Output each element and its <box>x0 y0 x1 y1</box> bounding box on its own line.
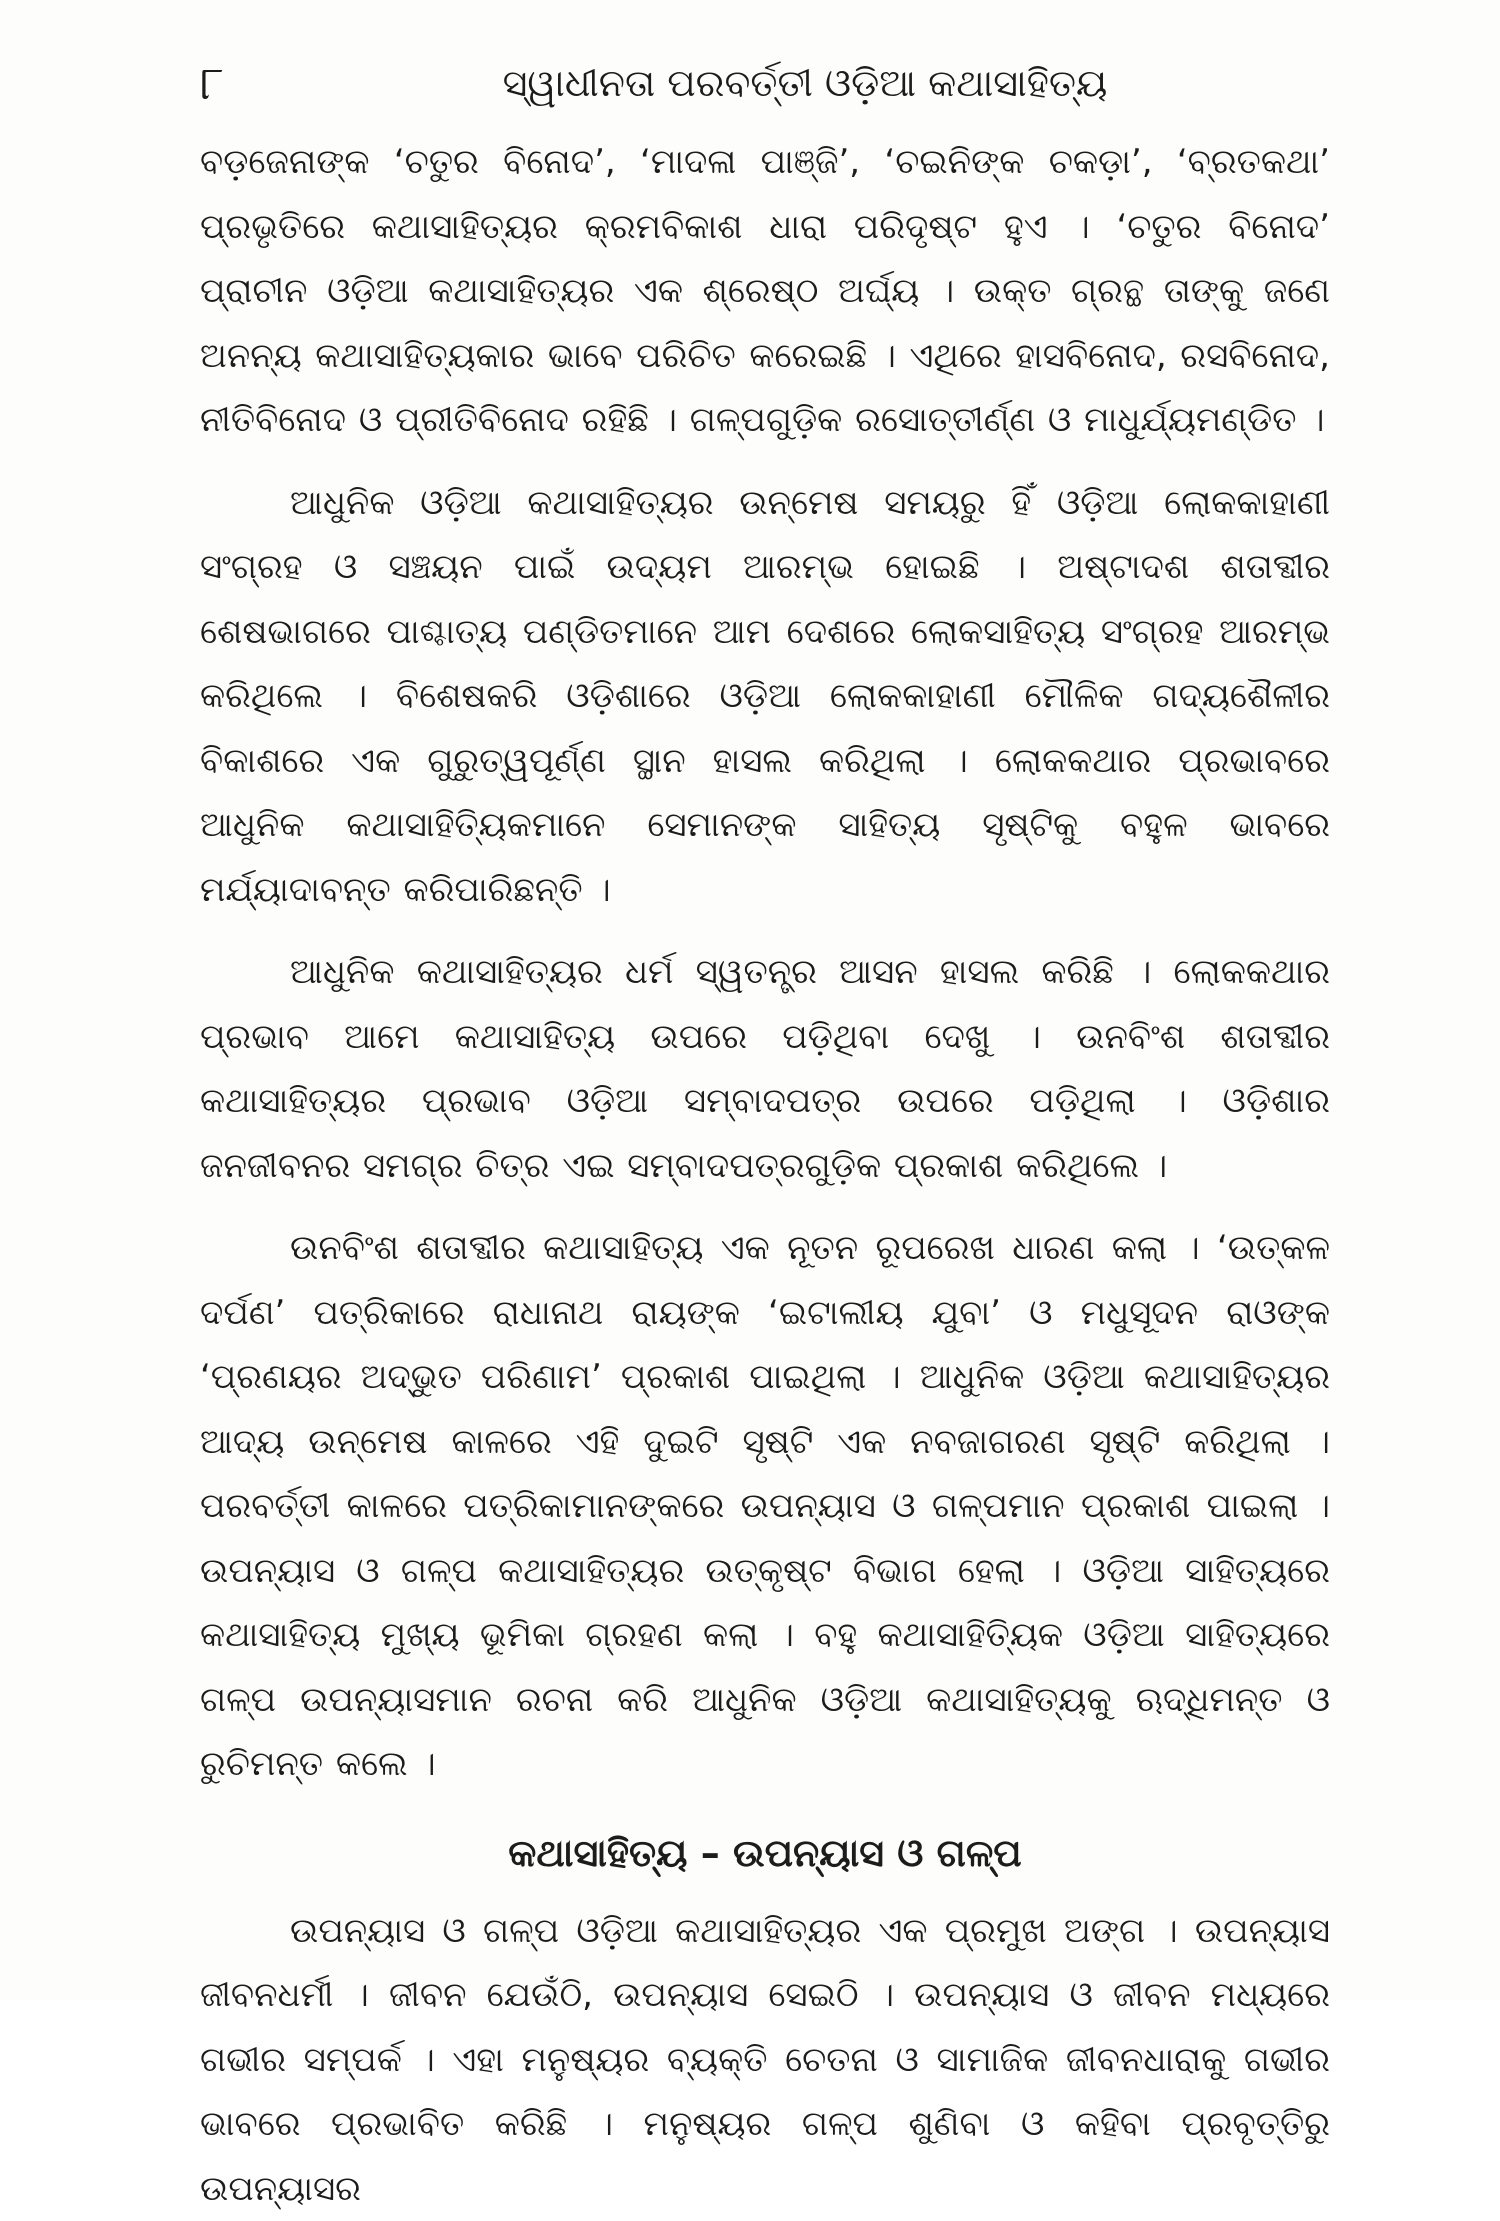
running-title: ସ୍ୱାଧୀନତା ପରବର୍ତ୍ତୀ ଓଡ଼ିଆ କଥାସାହିତ୍ୟ <box>280 48 1330 118</box>
paragraph: ଆଧୁନିକ କଥାସାହିତ୍ୟର ଧର୍ମ ସ୍ୱତନ୍ତ୍ର ଆସନ ହାସଲ କରିଛି । ଲୋକକଥାର ପ୍ରଭାବ ଆମେ କଥାସାହିତ୍ୟ ଉପରେ ପଡ଼ିଥିବା ଦେଖୁ । ଉନବିଂଶ ଶତାବ୍ଦୀର କଥାସାହିତ୍ୟର ପ୍ରଭାବ ଓଡ଼ିଆ ସମ୍ବାଦପତ୍ର ଉପରେ ପଡ଼ିଥିଲା । ଓଡ଼ିଶାର ଜନଜୀବନର ସମଗ୍ର ଚିତ୍ର ଏଇ ସମ୍ବାଦପତ୍ରଗୁଡ଼ିକ ପ୍ରକାଶ କରିଥିଲେ । <box>200 940 1330 1198</box>
paragraph: ଉନବିଂଶ ଶତାବ୍ଦୀର କଥାସାହିତ୍ୟ ଏକ ନୂତନ ରୂପରେଖ ଧାରଣ କଲା । ‘ଉତ୍କଳ ଦର୍ପଣ’ ପତ୍ରିକାରେ ରାଧାନାଥ ରାୟଙ୍କ ‘ଇଟାଲୀୟ ଯୁବା’ ଓ ମଧୁସୂଦନ ରାଓଙ୍କ ‘ପ୍ରଣୟର ଅଦ୍ଭୁତ ପରିଣାମ’ ପ୍ରକାଶ ପାଇଥିଲା । ଆଧୁନିକ ଓଡ଼ିଆ କଥାସାହିତ୍ୟର ଆଦ୍ୟ ଉନ୍ମେଷ କାଳରେ ଏହି ଦୁଇଟି ସୃଷ୍ଟି ଏକ ନବଜାଗରଣ ସୃଷ୍ଟି କରିଥିଲା । ପରବର୍ତ୍ତୀ କାଳରେ ପତ୍ରିକାମାନଙ୍କରେ ଉପନ୍ୟାସ ଓ ଗଳ୍ପମାନ ପ୍ରକାଶ ପାଇଲା । ଉପନ୍ୟାସ ଓ ଗଳ୍ପ କଥାସାହିତ୍ୟର ଉତ୍କୃଷ୍ଟ ବିଭାଗ ହେଲା । ଓଡ଼ିଆ ସାହିତ୍ୟରେ କଥାସାହିତ୍ୟ ମୁଖ୍ୟ ଭୂମିକା ଗ୍ରହଣ କଲା । ବହୁ କଥାସାହିତ୍ୟିକ ଓଡ଼ିଆ ସାହିତ୍ୟରେ ଗଳ୍ପ ଉପନ୍ୟାସମାନ ରଚନା କରି ଆଧୁନିକ ଓଡ଼ିଆ କଥାସାହିତ୍ୟକୁ ଋଦ୍ଧିମନ୍ତ ଓ ରୁଚିମନ୍ତ କଲେ । <box>200 1216 1330 1797</box>
section-paragraph: ଉପନ୍ୟାସ ଓ ଗଳ୍ପ ଓଡ଼ିଆ କଥାସାହିତ୍ୟର ଏକ ପ୍ରମୁଖ ଅଙ୍ଗ । ଉପନ୍ୟାସ ଜୀବନଧର୍ମୀ । ଜୀବନ ଯେଉଁଠି, ଉପନ୍ୟାସ ସେଇଠି । ଉପନ୍ୟାସ ଓ ଜୀବନ ମଧ୍ୟରେ ଗଭୀର ସମ୍ପର୍କ । ଏହା ମନୁଷ୍ୟର ବ୍ୟକ୍ତି ଚେତନା ଓ ସାମାଜିକ ଜୀବନଧାରାକୁ ଗଭୀର ଭାବରେ ପ୍ରଭାବିତ କରିଛି । ମନୁଷ୍ୟର ଗଳ୍ପ ଶୁଣିବା ଓ କହିବା ପ୍ରବୃତ୍ତିରୁ ଉପନ୍ୟାସର <box>200 1899 1330 2221</box>
body-text <box>200 130 1330 2221</box>
section-heading: କଥାସାହିତ୍ୟ – ଉପନ୍ୟାସ ଓ ଗଳ୍ପ <box>200 1821 1330 1885</box>
page-header <box>200 48 1330 118</box>
paragraph-continued: ବଡ଼ଜେନାଙ୍କ ‘ଚତୁର ବିନୋଦ’, ‘ମାଦଳା ପାଞ୍ଜି’, ‘ଚଇନିଙ୍କ ଚକଡ଼ା’, ‘ବ୍ରତକଥା’ ପ୍ରଭୃତିରେ କଥାସାହିତ୍ୟର କ୍ରମବିକାଶ ଧାରା ପରିଦୃଷ୍ଟ ହୁଏ । ‘ଚତୁର ବିନୋଦ’ ପ୍ରାଚୀନ ଓଡ଼ିଆ କଥାସାହିତ୍ୟର ଏକ ଶ୍ରେଷ୍ଠ ଅର୍ଘ୍ୟ । ଉକ୍ତ ଗ୍ରନ୍ଥ ତାଙ୍କୁ ଜଣେ ଅନନ୍ୟ କଥାସାହିତ୍ୟକାର ଭାବେ ପରିଚିତ କରେଇଛି । ଏଥିରେ ହାସବିନୋଦ, ରସବିନୋଦ, ନୀତିବିନୋଦ ଓ ପ୍ରୀତିବିନୋଦ ରହିଛି । ଗଳ୍ପଗୁଡ଼ିକ ରସୋତ୍ତୀର୍ଣ୍ଣ ଓ ମାଧୁର୍ଯ୍ୟମଣ୍ଡିତ । <box>200 130 1330 453</box>
paragraph: ଆଧୁନିକ ଓଡ଼ିଆ କଥାସାହିତ୍ୟର ଉନ୍ମେଷ ସମୟରୁ ହିଁ ଓଡ଼ିଆ ଲୋକକାହାଣୀ ସଂଗ୍ରହ ଓ ସଞ୍ଚୟନ ପାଇଁ ଉଦ୍ୟମ ଆରମ୍ଭ ହୋଇଛି । ଅଷ୍ଟାଦଶ ଶତାବ୍ଦୀର ଶେଷଭାଗରେ ପାଶ୍ଚାତ୍ୟ ପଣ୍ଡିତମାନେ ଆମ ଦେଶରେ ଲୋକସାହିତ୍ୟ ସଂଗ୍ରହ ଆରମ୍ଭ କରିଥିଲେ । ବିଶେଷକରି ଓଡ଼ିଶାରେ ଓଡ଼ିଆ ଲୋକକାହାଣୀ ମୌଳିକ ଗଦ୍ୟଶୈଳୀର ବିକାଶରେ ଏକ ଗୁରୁତ୍ୱପୂର୍ଣ୍ଣ ସ୍ଥାନ ହାସଲ କରିଥିଲା । ଲୋକକଥାର ପ୍ରଭାବରେ ଆଧୁନିକ କଥାସାହିତ୍ୟିକମାନେ ସେମାନଙ୍କ ସାହିତ୍ୟ ସୃଷ୍ଟିକୁ ବହୁଳ ଭାବରେ ମର୍ଯ୍ୟାଦାବନ୍ତ କରିପାରିଛନ୍ତି । <box>200 471 1330 923</box>
page-number: ୮ <box>200 48 224 118</box>
